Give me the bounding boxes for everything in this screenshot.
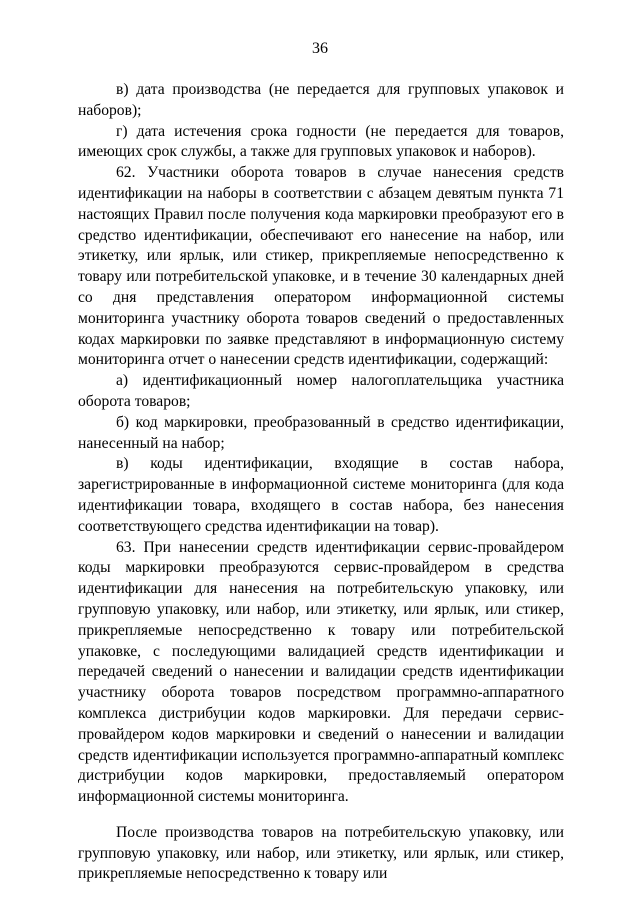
paragraph-clause-63: 63. При нанесении средств идентификации сервис-провайдером коды маркировки преобразуются сервис-провайдером в средства идентификации для нанесения на потребительскую упаковку, или групповую упаковку, или набор, или этикетку, или ярлык, или стикер, прикрепляемые непосредственно к товару или потребительской упаковке, с последующими валидацией средств идентификации и передачей сведений о нанесении и валидации средств идентификации участнику оборота товаров посредством программно-аппаратного комплекса дистрибуции кодов маркировки. Для передачи сервис-провайдером кодов маркировки и сведений о нанесении и валидации средств идентификации используется программно-аппаратный комплекс дистрибуции кодов маркировки, предоставляемый оператором информационной системы мониторинга. (78, 538, 564, 806)
paragraph-item-b-marking-code: б) код маркировки, преобразованный в средство идентификации, нанесенный на набор; (78, 413, 564, 452)
paragraph-item-v-production-date: в) дата производства (не передается для групповых упаковок и наборов); (78, 81, 564, 119)
page-number: 36 (312, 40, 328, 57)
paragraph-after-production: После производства товаров на потребительскую упаковку, или групповую упаковку, или набор, или этикетку, или ярлык, или стикер, прикрепляемые непосредственно к товару или (78, 823, 564, 883)
paragraph-item-a-inn: а) идентификационный номер налогоплательщика участника оборота товаров; (78, 372, 564, 410)
document-body (78, 80, 564, 885)
paragraph-item-v-identification-codes: в) коды идентификации, входящие в состав набора, зарегистрированные в информационной системе мониторинга (для кода идентификации товара, входящего в состав набора, без нанесения соответствующего средства идентификации на товар). (78, 455, 564, 535)
paragraph-item-g-expiry-date: г) дата истечения срока годности (не передается для товаров, имеющих срок службы, а также для групповых упаковок и наборов). (78, 122, 564, 161)
paragraph-clause-62: 62. Участники оборота товаров в случае нанесения средств идентификации на наборы в соответствии с абзацем девятым пункта 71 настоящих Правил после получения кода маркировки преобразуют его в средство идентификации, обеспечивают его нанесение на набор, или этикетку, или ярлык, или стикер, прикрепляемые непосредственно к товару или потребительской упаковке, и в течение 30 календарных дней со дня представления оператором информационной системы мониторинга участнику оборота товаров сведений о предоставленных кодах маркировки по заявке представляют в информационную систему мониторинга отчет о нанесении средств идентификации, содержащий: (78, 164, 564, 369)
